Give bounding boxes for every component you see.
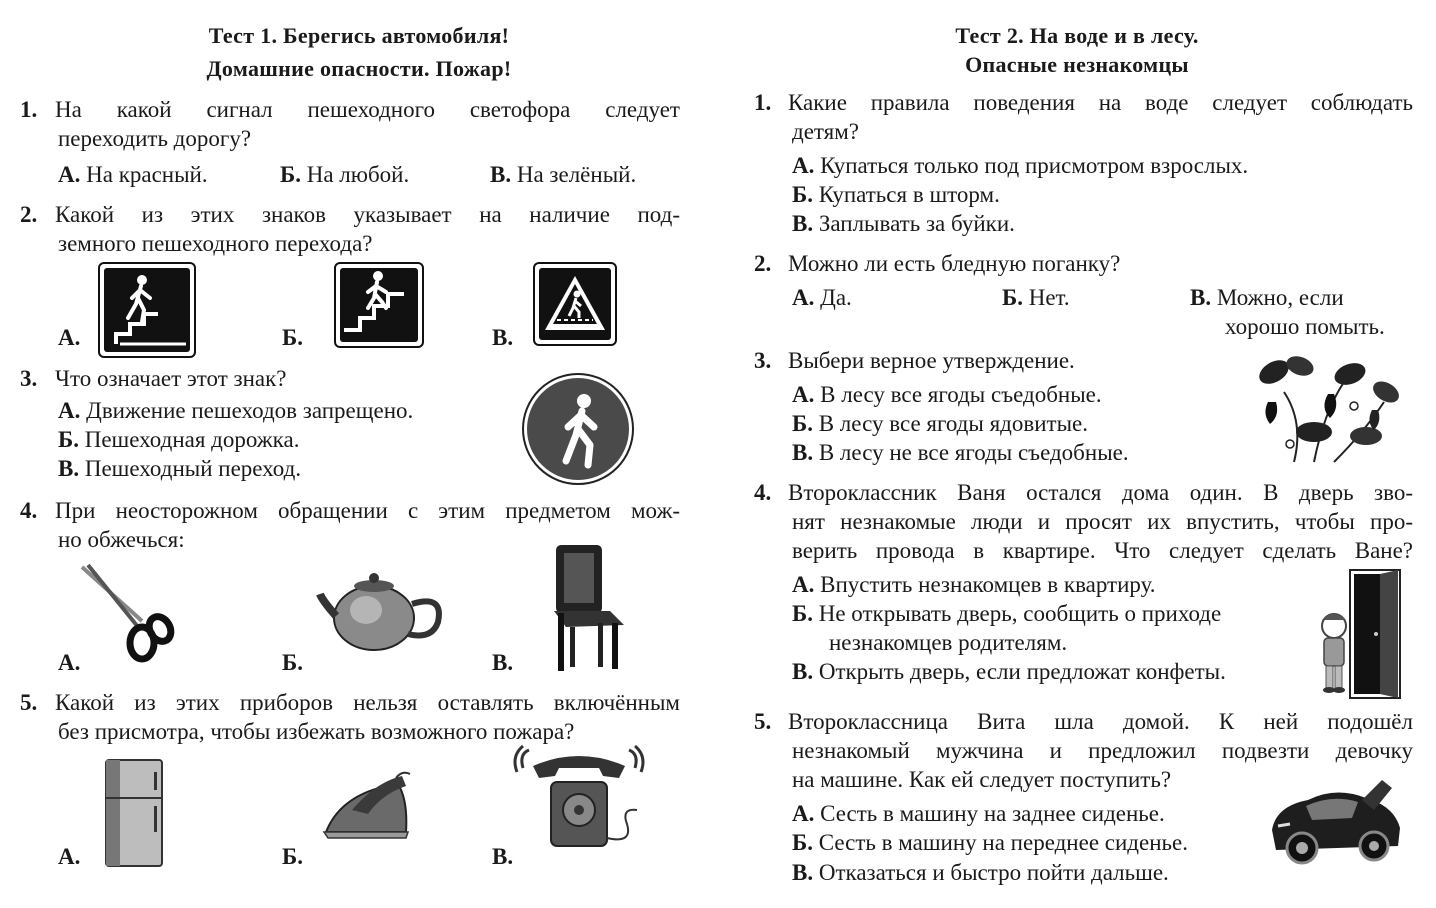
answer-option-b[interactable]: Б. (282, 844, 303, 869)
test-2-subtitle: Опасные незнакомцы (965, 52, 1189, 77)
pedestrian-path-sign-icon (522, 373, 634, 485)
answer-option-a[interactable]: А. В лесу все ягоды съедобные. (792, 382, 1102, 407)
answer-option-a[interactable]: А. (58, 650, 81, 675)
answer-option-c[interactable]: В. В лесу не все ягоды съедобные. (792, 440, 1129, 465)
answer-option-a[interactable]: А. Сесть в машину на заднее сиденье. (792, 801, 1165, 826)
answer-option-b[interactable]: Б. Сесть в машину на переднее сиденье. (792, 830, 1188, 855)
test-2-title: Тест 2. На воде и в лесу. (955, 23, 1199, 48)
question-text: переходить дорогу? (58, 126, 252, 151)
answer-option-c-continued: хорошо помыть. (1225, 314, 1385, 339)
question-text: без присмотра, чтобы избежать возможного пожара? (58, 719, 575, 744)
car-icon (1266, 776, 1406, 868)
scissors-icon[interactable] (80, 563, 175, 663)
answer-option-c[interactable]: В. Отказаться и быстро пойти дальше. (792, 860, 1169, 885)
answer-option-b[interactable]: Б. (282, 650, 303, 675)
question-number: 2. (20, 202, 38, 227)
question-text: детям? (792, 119, 860, 144)
question-text: но обжечься: (58, 527, 185, 552)
answer-option-b-continued: незнакомцев родителям. (829, 630, 1068, 655)
question-text: Можно ли есть бледную поганку? (788, 251, 1121, 276)
answer-option-c[interactable]: В. Можно, если (1190, 285, 1344, 310)
question-text: Какой из этих приборов нельзя оставлять включённым (55, 690, 680, 715)
question-number: 3. (754, 348, 772, 373)
test-1-subtitle: Домашние опасности. Пожар! (206, 56, 512, 81)
question-text: Какой из этих знаков указывает на наличие под- (55, 202, 680, 227)
answer-option-a[interactable]: А. Купаться только под присмотром взрослых. (792, 153, 1249, 178)
answer-option-b[interactable]: Б. Пешеходная дорожка. (58, 427, 300, 452)
answer-option-c[interactable]: В. (492, 325, 514, 350)
berry-plant-icon (1254, 352, 1404, 464)
answer-option-c[interactable]: В. Заплывать за буйки. (792, 211, 1015, 236)
answer-option-b[interactable]: Б. В лесу все ягоды ядовитые. (792, 411, 1088, 436)
question-number: 1. (754, 90, 772, 115)
question-text: нят незнакомые люди и просят их впустить, чтобы про- (792, 509, 1413, 534)
answer-option-b[interactable]: Б. Купаться в шторм. (792, 182, 1000, 207)
question-number: 4. (20, 498, 38, 523)
question-text: Какие правила поведения на воде следует соблюдать (788, 90, 1413, 115)
teapot-icon[interactable] (318, 570, 450, 652)
answer-option-c[interactable]: В. Открыть дверь, если предложат конфеты. (792, 659, 1226, 684)
question-text: земного пешеходного перехода? (58, 231, 373, 256)
question-text: Выбери верное утверждение. (788, 348, 1075, 373)
question-number: 4. (754, 480, 772, 505)
iron-icon[interactable] (322, 770, 414, 842)
answer-option-b[interactable]: Б. (282, 325, 303, 350)
answer-option-a[interactable]: А. Впустить незнакомцев в квартиру. (792, 572, 1156, 597)
overground-crossing-sign-icon[interactable] (334, 262, 424, 348)
test-2-page (718, 0, 1436, 908)
underground-crossing-sign-icon[interactable] (98, 262, 196, 358)
answer-option-a[interactable]: А. Да. (792, 285, 852, 310)
question-text: верить провода в квартире. Что следует сделать Ване? (792, 538, 1413, 563)
answer-option-a[interactable]: А. (58, 844, 81, 869)
question-number: 2. (754, 251, 772, 276)
answer-option-c[interactable]: В. (492, 844, 514, 869)
question-text: на машине. Как ей следует поступить? (792, 767, 1172, 792)
answer-option-c[interactable]: В. (492, 650, 514, 675)
answer-option-b[interactable]: Б. На любой. (280, 162, 410, 187)
boy-at-door-icon (1316, 568, 1402, 700)
question-text: При неосторожном обращении с этим предметом мож- (55, 498, 680, 523)
answer-option-b[interactable]: Б. Не открывать дверь, сообщить о приходе (792, 601, 1222, 626)
question-number: 5. (20, 690, 38, 715)
question-text: На какой сигнал пешеходного светофора следует (55, 97, 680, 122)
question-text: Что означает этот знак? (55, 366, 287, 391)
refrigerator-icon[interactable] (104, 758, 166, 870)
answer-option-c[interactable]: В. Пешеходный переход. (58, 456, 302, 481)
chair-icon[interactable] (550, 543, 630, 673)
question-text: Второклассник Ваня остался дома один. В дверь зво- (788, 480, 1413, 505)
question-text: незнакомый мужчина и предложил подвезти девочку (792, 738, 1413, 763)
answer-option-a[interactable]: А. На красный. (58, 162, 208, 187)
answer-option-b[interactable]: Б. Нет. (1002, 285, 1070, 310)
ringing-telephone-icon[interactable] (515, 748, 645, 853)
test-1-title: Тест 1. Берегись автомобиля! (208, 23, 510, 48)
question-number: 3. (20, 366, 38, 391)
answer-option-a[interactable]: А. (58, 325, 81, 350)
question-number: 1. (20, 97, 38, 122)
pedestrian-crossing-sign-icon[interactable] (533, 262, 617, 346)
question-number: 5. (754, 709, 772, 734)
question-text: Второклассница Вита шла домой. К ней подошёл (788, 709, 1413, 734)
answer-option-a[interactable]: А. Движение пешеходов запрещено. (58, 398, 414, 423)
answer-option-c[interactable]: В. На зелёный. (490, 162, 637, 187)
